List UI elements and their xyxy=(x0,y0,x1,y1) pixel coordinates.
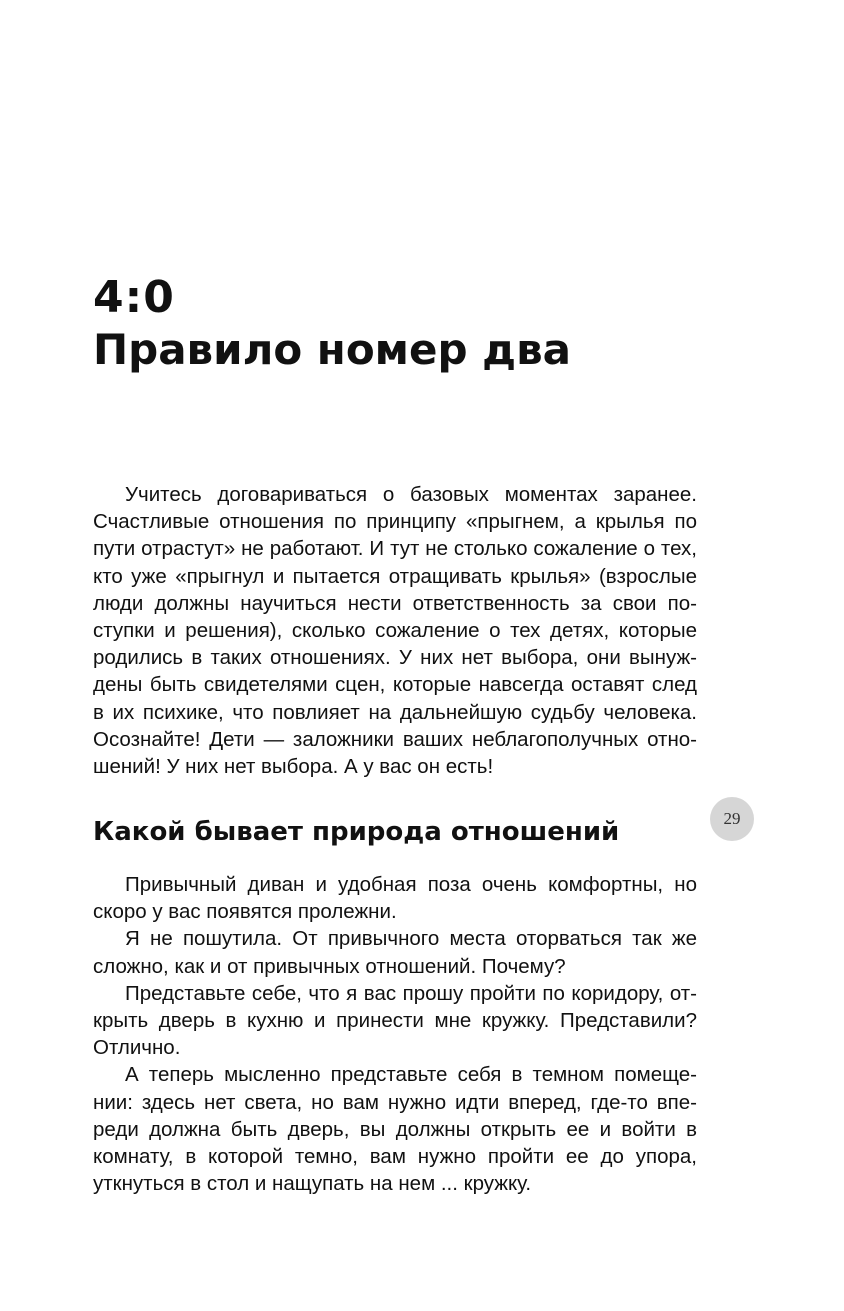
chapter-title: Правило номер два xyxy=(93,325,572,374)
section-paragraph: Привычный диван и удобная поза очень комфортны, но скоро у вас появятся пролежни. xyxy=(93,873,697,924)
section-body xyxy=(93,871,697,1197)
intro-text xyxy=(93,481,697,780)
page-number: 29 xyxy=(723,809,741,828)
intro-paragraph: Учитесь договариваться о базовых моментах заранее. Счастливые отношения по принципу «прыгнем, а крылья по пути отрастут» не работают. И тут не столько сожаление о тех, кто уже «прыгнул и пытается отращивать крылья» (взрослые люди должны научиться нести ответственность за свои поступки и решения), сколько сожаление о тех детях, которые родились в таких отношениях. У них нет выбора, они вынуждены быть свидетелями сцен, которые навсегда оставят след в их психике, что повлияет на дальнейшую судьбу человека. Осознайте! Дети — заложники ваших неблагополучных отношений! У них нет выбора. А у вас он есть! xyxy=(93,483,697,779)
section-paragraph: А теперь мысленно представьте себя в темном помещении: здесь нет света, но вам нужно идти вперед, где-то впереди должна быть дверь, вы должны открыть ее и войти в комнату, в которой темно, вам нужно пройти ее до упора, уткнуться в стол и нащупать на нем ... кружку. xyxy=(93,1063,697,1196)
page-number-badge xyxy=(710,797,754,841)
section-heading: Какой бывает природа отношений xyxy=(93,817,620,847)
section-paragraph: Представьте себе, что я вас прошу пройти по коридору, открыть дверь в кухню и принести мне кружку. Представили? Отлично. xyxy=(93,981,697,1060)
chapter-number: 4:0 xyxy=(93,272,175,323)
section-paragraph: Я не пошутила. От привычного места оторваться так же сложно, как и от привычных отношений. Почему? xyxy=(93,927,697,978)
